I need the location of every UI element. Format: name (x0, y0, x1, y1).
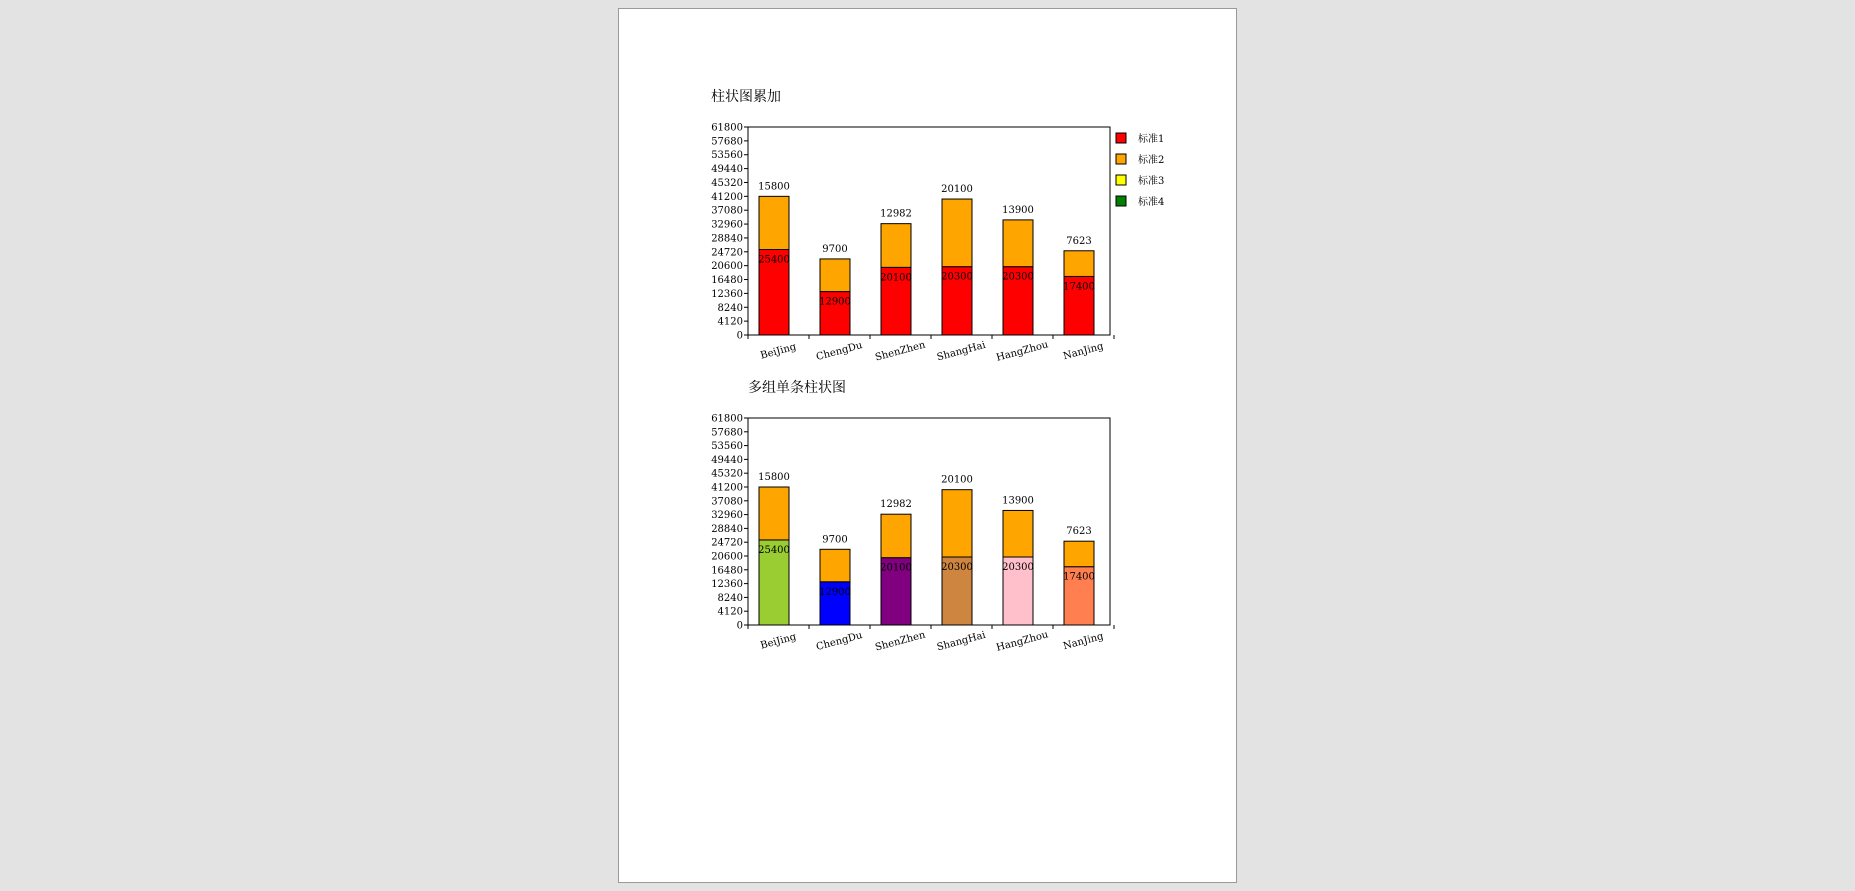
legend-label: 标准4 (1138, 197, 1165, 208)
y-tick-label: 53560 (711, 150, 743, 162)
stacked-bar-chart (711, 88, 1164, 364)
bar-segment (881, 514, 911, 557)
data-label: 7623 (1066, 235, 1092, 247)
y-tick-label: 24720 (711, 247, 743, 259)
y-tick-label: 57680 (711, 136, 743, 148)
bar-segment (1003, 220, 1033, 267)
y-tick-label: 0 (736, 330, 743, 342)
data-label: 20300 (941, 271, 973, 283)
legend-label: 标准2 (1138, 155, 1165, 166)
data-label: 20100 (880, 562, 912, 574)
data-label: 13900 (1002, 495, 1034, 507)
x-tick-label: HangZhou (995, 339, 1050, 364)
chart-title: 多组单条柱状图 (748, 380, 846, 396)
y-tick-label: 32960 (711, 219, 743, 231)
data-label: 12982 (880, 499, 912, 511)
legend-swatch (1116, 175, 1126, 185)
data-label: 25400 (758, 254, 790, 266)
legend-swatch (1116, 133, 1126, 143)
y-tick-label: 16480 (711, 565, 743, 577)
x-tick-label: NanJing (1062, 340, 1105, 363)
y-tick-label: 49440 (711, 454, 743, 466)
data-label: 20300 (1002, 562, 1034, 574)
bar-segment (1064, 541, 1094, 567)
y-tick-label: 53560 (711, 441, 743, 453)
data-label: 15800 (758, 472, 790, 483)
legend-label: 标准1 (1138, 134, 1165, 145)
bar-segment (759, 487, 789, 540)
legend-swatch (1116, 196, 1126, 206)
plot-frame (748, 127, 1110, 335)
bar-segment (820, 259, 850, 292)
charts-canvas (619, 9, 1238, 884)
bar-segment (1003, 510, 1033, 557)
bar-segment (942, 490, 972, 557)
data-label: 7623 (1066, 526, 1092, 538)
legend-swatch (1116, 154, 1126, 164)
x-tick-label: HangZhou (995, 629, 1050, 654)
data-label: 13900 (1002, 204, 1034, 216)
y-tick-label: 45320 (711, 177, 743, 189)
y-tick-label: 57680 (711, 427, 743, 439)
bar-segment (820, 549, 850, 581)
y-tick-label: 8240 (717, 592, 743, 604)
y-tick-label: 41200 (711, 482, 743, 494)
y-tick-label: 37080 (711, 496, 743, 508)
data-label: 20100 (880, 272, 912, 284)
data-label: 20100 (941, 184, 973, 196)
bar-segment (1064, 251, 1094, 277)
y-tick-label: 0 (736, 620, 743, 632)
x-tick-label: ChengDu (815, 340, 864, 364)
data-label: 12900 (819, 296, 851, 308)
data-label: 20100 (941, 474, 973, 486)
y-tick-label: 12360 (711, 288, 743, 300)
x-tick-label: BeiJing (759, 341, 798, 362)
x-tick-label: ShangHai (935, 629, 987, 654)
x-tick-label: ShangHai (935, 339, 987, 364)
y-tick-label: 32960 (711, 510, 743, 522)
x-tick-label: ShenZhen (874, 339, 927, 364)
report-page (618, 8, 1237, 883)
y-tick-label: 28840 (711, 523, 743, 535)
data-label: 25400 (758, 544, 790, 556)
y-tick-label: 45320 (711, 468, 743, 480)
bar-segment (942, 199, 972, 267)
bar-segment (881, 224, 911, 268)
plot-frame (748, 418, 1110, 625)
multi-color-bar-chart (711, 379, 1114, 654)
y-tick-label: 8240 (717, 302, 743, 314)
data-label: 15800 (758, 181, 790, 193)
y-tick-label: 49440 (711, 164, 743, 176)
y-tick-label: 20600 (711, 261, 743, 273)
x-tick-label: NanJing (1062, 630, 1105, 653)
y-tick-label: 12360 (711, 579, 743, 591)
y-tick-label: 37080 (711, 205, 743, 217)
data-label: 17400 (1063, 571, 1095, 583)
y-tick-label: 41200 (711, 191, 743, 203)
x-tick-label: ShenZhen (874, 629, 927, 654)
y-tick-label: 61800 (711, 122, 743, 134)
y-tick-label: 4120 (717, 316, 743, 328)
y-tick-label: 24720 (711, 537, 743, 549)
x-tick-label: BeiJing (759, 631, 798, 652)
data-label: 12900 (819, 586, 851, 598)
data-label: 12982 (880, 208, 912, 220)
data-label: 9700 (822, 243, 848, 255)
data-label: 17400 (1063, 281, 1095, 293)
data-label: 20300 (1002, 271, 1034, 283)
data-label: 20300 (941, 562, 973, 574)
legend-label: 标准3 (1138, 176, 1165, 187)
y-tick-label: 4120 (717, 606, 743, 618)
chart-title: 柱状图累加 (711, 89, 781, 105)
bar-segment (759, 196, 789, 249)
data-label: 9700 (822, 534, 848, 546)
x-tick-label: ChengDu (815, 630, 864, 654)
y-tick-label: 28840 (711, 233, 743, 245)
y-tick-label: 61800 (711, 413, 743, 425)
y-tick-label: 16480 (711, 275, 743, 287)
y-tick-label: 20600 (711, 551, 743, 563)
